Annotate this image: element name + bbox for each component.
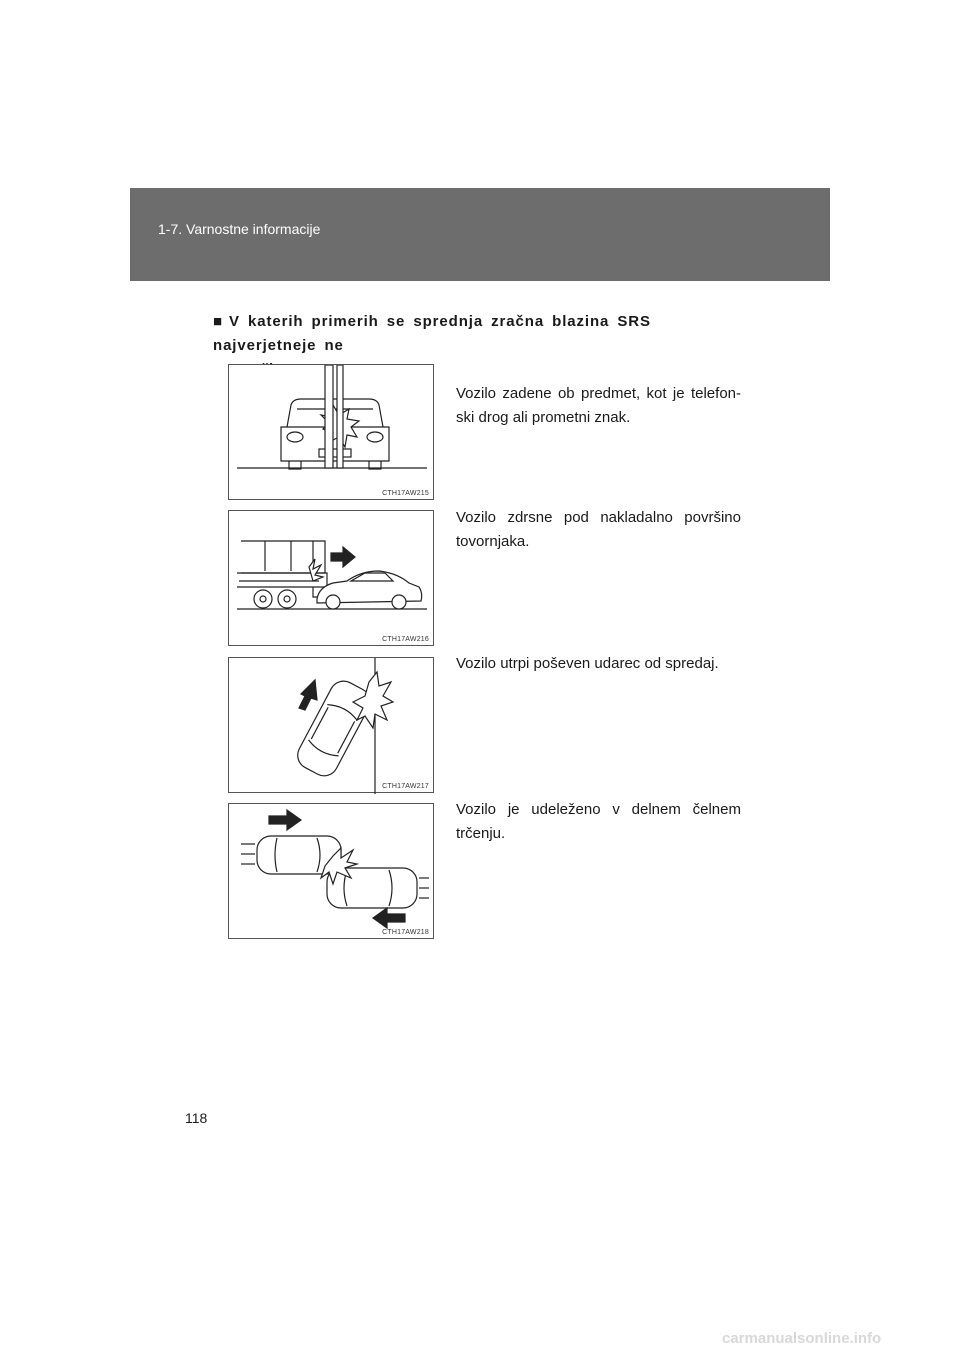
figure-code: CTH17AW216: [382, 636, 429, 643]
item-description-3: [456, 652, 741, 676]
page-number: 118: [185, 1110, 208, 1126]
figure-oblique-collision: [228, 657, 434, 793]
bullet-square-icon: ■: [213, 313, 223, 330]
oblique-collision-illustration: [229, 658, 435, 794]
figure-truck-underride: [228, 510, 434, 646]
figure-code: CTH17AW217: [382, 783, 429, 790]
item-2-line-1: Vozilo zdrsne pod nakladalno površino: [456, 509, 741, 526]
figure-code: CTH17AW218: [382, 929, 429, 936]
watermark: carmanualsonline.info: [722, 1330, 882, 1347]
item-description-4: [456, 798, 741, 846]
header-band: [130, 188, 830, 281]
item-1-line-2: ski drog ali prometni znak.: [456, 409, 631, 426]
partial-frontal-collision-illustration: [229, 804, 435, 940]
item-description-1: [456, 382, 741, 430]
item-4-line-1: Vozilo je udeleženo v delnem čelnem: [456, 801, 741, 818]
figure-partial-frontal-collision: [228, 803, 434, 939]
figure-code: CTH17AW215: [382, 490, 429, 497]
section-title: 1-7. Varnostne informacije: [158, 221, 321, 237]
item-1-line-1: Vozilo zadene ob predmet, kot je telefon-: [456, 385, 741, 402]
item-2-line-2: tovornjaka.: [456, 533, 530, 550]
item-description-2: [456, 506, 741, 554]
item-4-line-2: trčenju.: [456, 825, 506, 842]
pole-collision-illustration: [229, 365, 435, 501]
truck-underride-illustration: [229, 511, 435, 647]
question-line-1: V katerih primerih se sprednja zračna blazina SRS najverjetneje ne: [213, 313, 651, 354]
item-3-line-1: Vozilo utrpi poševen udarec od spredaj.: [456, 655, 719, 672]
figure-pole-collision: [228, 364, 434, 500]
